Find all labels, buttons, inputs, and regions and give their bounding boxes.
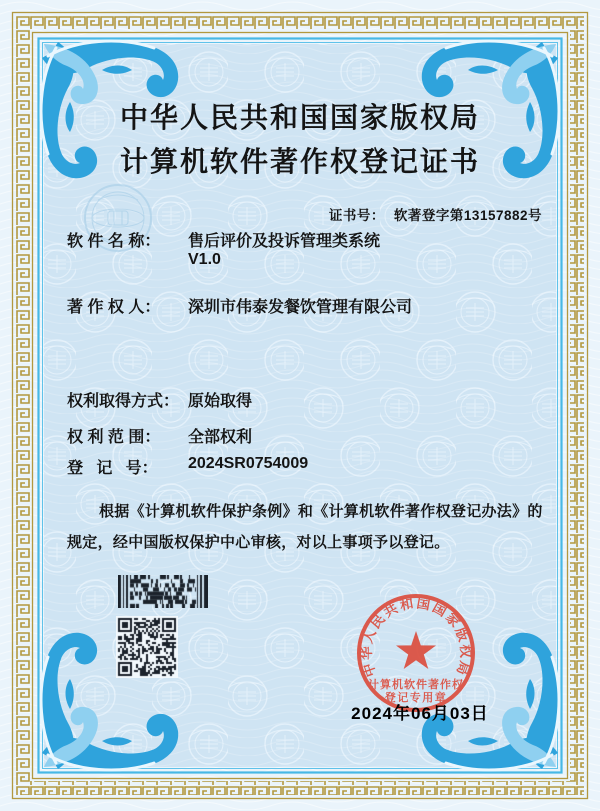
field-value: 深圳市伟泰发餐饮管理有限公司 [188,299,413,316]
field-value: V1.0 [188,251,221,268]
seal-ring-text: 中华人民共和国国家版权局 [358,595,474,679]
field-row-rights-scope [67,424,252,447]
field-label: 权 利 范 围： [67,429,161,446]
field-label: 软 件 名 称： [67,233,161,250]
certificate-number-value: 软著登字第13157882号 [393,208,542,223]
field-value: 全部权利 [188,429,253,446]
certificate-number-label: 证书号： [328,208,385,223]
field-row-software-version [188,251,221,269]
issue-date: 2024年06月03日 [351,704,489,723]
field-row-acquisition-method [67,388,252,411]
field-label: 著 作 权 人： [67,299,161,316]
barcode-graphic [118,575,208,608]
field-value: 售后评价及投诉管理类系统 [188,233,381,250]
field-value: 原始取得 [188,393,253,410]
page-title: 中华人民共和国国家版权局 [119,102,480,133]
seal-center-line-2: 登记专用章 [384,692,448,704]
seal-center-line-1: 计算机软件著作权 [368,679,464,691]
field-row-software-name [67,228,380,251]
qr-code-graphic [116,616,178,678]
field-label: 登 记 号： [67,460,158,477]
statement-line-1: 根据《计算机软件保护条例》和《计算机软件著作权登记办法》的 [99,503,543,520]
statement-line-2: 规定，经中国版权保护中心审核，对以上事项予以登记。 [67,534,450,551]
field-row-registration-number [67,455,308,478]
field-row-copyright-owner [67,294,412,317]
star-icon [396,631,436,669]
field-label: 权利取得方式： [67,393,180,410]
field-value: 2024SR0754009 [188,455,309,472]
page-subtitle: 计算机软件著作权登记证书 [119,146,480,177]
